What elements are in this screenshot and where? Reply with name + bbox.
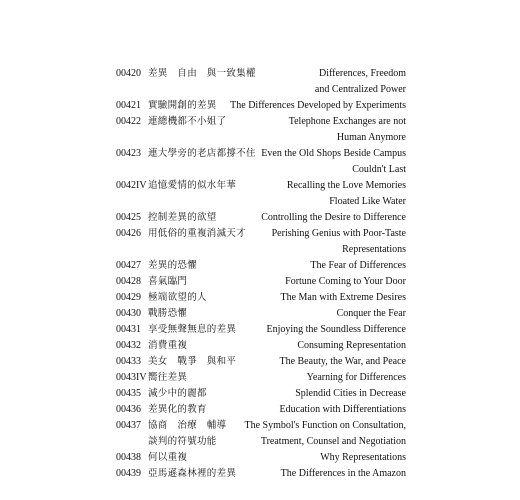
entry-english-title: Floated Like Water bbox=[329, 196, 406, 207]
entry-chinese-title: 消費重複 bbox=[148, 340, 188, 351]
entry-number: 00423 bbox=[116, 148, 141, 159]
toc-entry-row bbox=[116, 354, 406, 370]
entry-number: 00422 bbox=[116, 116, 141, 127]
entry-chinese-title: 實驗開創的差異 bbox=[148, 100, 217, 111]
toc-entry bbox=[116, 370, 406, 386]
toc-entry-row bbox=[116, 194, 406, 210]
toc-entry-row bbox=[116, 210, 406, 226]
entry-number: 00439 bbox=[116, 468, 141, 479]
entry-number: 00429 bbox=[116, 292, 141, 303]
entry-chinese-title: 減少中的麗都 bbox=[148, 388, 207, 399]
entry-chinese-title: 連總機都不小姐了 bbox=[148, 116, 227, 127]
toc-entry-row bbox=[116, 322, 406, 338]
entry-english-title: Why Representations bbox=[320, 452, 406, 463]
entry-number: 00437 bbox=[116, 420, 141, 431]
toc-entry bbox=[116, 114, 406, 146]
entry-english-title: Human Anymore bbox=[336, 132, 406, 143]
toc-entry-row bbox=[116, 290, 406, 306]
entry-chinese-title: 喜氣臨門 bbox=[148, 276, 188, 287]
entry-english-title: and Centralized Power bbox=[314, 84, 406, 95]
entry-number: 00427 bbox=[116, 260, 141, 271]
entry-number: 00432 bbox=[116, 340, 141, 351]
entry-chinese-title: 何以重複 bbox=[148, 452, 188, 463]
entry-chinese-title: 極端欲望的人 bbox=[148, 292, 207, 303]
entry-chinese-title: 控制差異的欲望 bbox=[148, 212, 217, 223]
entry-english-title: Treatment, Counsel and Negotiation bbox=[260, 436, 406, 447]
entry-english-title: Recalling the Love Memories bbox=[286, 180, 406, 191]
entry-chinese-title: 亞馬遜森林裡的差異 bbox=[148, 468, 237, 479]
entry-number: 0042IV bbox=[116, 180, 147, 191]
toc-entry-row bbox=[116, 114, 406, 130]
toc-entry bbox=[116, 210, 406, 226]
toc-entry bbox=[116, 98, 406, 114]
entry-chinese-title: 戰勝恐懼 bbox=[148, 308, 188, 319]
entry-chinese-title: 享受無聲無息的差異 bbox=[148, 324, 237, 335]
entry-number: 00421 bbox=[116, 100, 141, 111]
toc-entry bbox=[116, 354, 406, 370]
entry-number: 00436 bbox=[116, 404, 141, 415]
toc-entry bbox=[116, 258, 406, 274]
entry-chinese-title: 協商 治療 輔導 bbox=[148, 420, 227, 431]
entry-number: 00428 bbox=[116, 276, 141, 287]
entry-chinese-title: 差異的恐懼 bbox=[148, 260, 198, 271]
toc-entry-row bbox=[116, 258, 406, 274]
entry-english-title: Fortune Coming to Your Door bbox=[285, 276, 406, 287]
entry-english-title: Consuming Representation bbox=[297, 340, 406, 351]
entry-english-title: Conquer the Fear bbox=[336, 308, 406, 319]
entry-english-title: Yearning for Differences bbox=[306, 372, 406, 383]
entry-chinese-title: 用低俗的重複消滅天才 bbox=[148, 228, 247, 239]
toc-entry bbox=[116, 226, 406, 258]
entry-chinese-title: 美女 戰爭 與和平 bbox=[148, 356, 237, 367]
entry-number: 00435 bbox=[116, 388, 141, 399]
entry-english-title: Differences, Freedom bbox=[318, 68, 406, 79]
entry-number: 00425 bbox=[116, 212, 141, 223]
toc-entry-row bbox=[116, 242, 406, 258]
toc-entry-row bbox=[116, 338, 406, 354]
entry-english-title: The Beauty, the War, and Peace bbox=[279, 356, 406, 367]
entry-number: 00431 bbox=[116, 324, 141, 335]
toc-entry-row bbox=[116, 370, 406, 386]
entry-number: 0043IV bbox=[116, 372, 147, 383]
toc-entry bbox=[116, 466, 406, 482]
entry-english-title: Splendid Cities in Decrease bbox=[295, 388, 406, 399]
entry-english-title: Telephone Exchanges are not bbox=[288, 116, 406, 127]
toc-entry bbox=[116, 338, 406, 354]
entry-english-title: The Differences Developed by Experiments bbox=[230, 100, 406, 111]
entry-chinese-title: 差異化的教育 bbox=[148, 404, 207, 415]
entry-english-title: Education with Differentiations bbox=[279, 404, 406, 415]
toc-entry bbox=[116, 66, 406, 98]
toc-entry bbox=[116, 274, 406, 290]
toc-entry-row bbox=[116, 466, 406, 482]
entry-number: 00433 bbox=[116, 356, 141, 367]
entry-chinese-title-line2: 談判的符號功能 bbox=[148, 436, 217, 447]
entry-chinese-title: 差異 自由 與一致集權 bbox=[148, 68, 256, 79]
toc-entry-row bbox=[116, 98, 406, 114]
toc-entry bbox=[116, 402, 406, 418]
toc-entry bbox=[116, 418, 406, 450]
entry-chinese-title: 追憶愛情的似水年華 bbox=[148, 180, 237, 191]
toc-entry-row bbox=[116, 82, 406, 98]
entry-english-title: The Man with Extreme Desires bbox=[280, 292, 406, 303]
entry-number: 00420 bbox=[116, 68, 141, 79]
toc-entry bbox=[116, 450, 406, 466]
entry-english-title: Controlling the Desire to Difference bbox=[261, 212, 406, 223]
toc-entry-row bbox=[116, 226, 406, 242]
toc-entry bbox=[116, 306, 406, 322]
toc-entry bbox=[116, 290, 406, 306]
toc-entry-row bbox=[116, 130, 406, 146]
toc-entry bbox=[116, 322, 406, 338]
entry-number: 00430 bbox=[116, 308, 141, 319]
entry-english-title: Perishing Genius with Poor-Taste bbox=[271, 228, 406, 239]
toc-entry-row bbox=[116, 450, 406, 466]
toc-entry-row bbox=[116, 306, 406, 322]
entry-english-title: The Differences in the Amazon bbox=[280, 468, 406, 479]
toc-entry-row bbox=[116, 162, 406, 178]
toc-entry bbox=[116, 146, 406, 178]
table-of-contents bbox=[116, 66, 406, 482]
toc-entry bbox=[116, 386, 406, 402]
toc-entry-row bbox=[116, 418, 406, 434]
toc-entry-row bbox=[116, 146, 406, 162]
toc-entry-row bbox=[116, 386, 406, 402]
toc-entry-row bbox=[116, 434, 406, 450]
toc-entry-row bbox=[116, 274, 406, 290]
entry-english-title: Couldn't Last bbox=[352, 164, 406, 175]
entry-english-title: The Symbol's Function on Consultation, bbox=[244, 420, 406, 431]
entry-english-title: Enjoying the Soundless Difference bbox=[266, 324, 406, 335]
toc-entry-row bbox=[116, 178, 406, 194]
entry-english-title: Even the Old Shops Beside Campus bbox=[261, 148, 406, 159]
entry-number: 00438 bbox=[116, 452, 141, 463]
entry-number: 00426 bbox=[116, 228, 141, 239]
toc-entry bbox=[116, 178, 406, 210]
entry-english-title: The Fear of Differences bbox=[310, 260, 406, 271]
toc-entry-row bbox=[116, 66, 406, 82]
entry-chinese-title: 連大學旁的老店都撐不住 bbox=[148, 148, 256, 159]
entry-chinese-title: 嚮往差異 bbox=[148, 372, 188, 383]
entry-english-title: Representations bbox=[342, 244, 406, 255]
toc-entry-row bbox=[116, 402, 406, 418]
